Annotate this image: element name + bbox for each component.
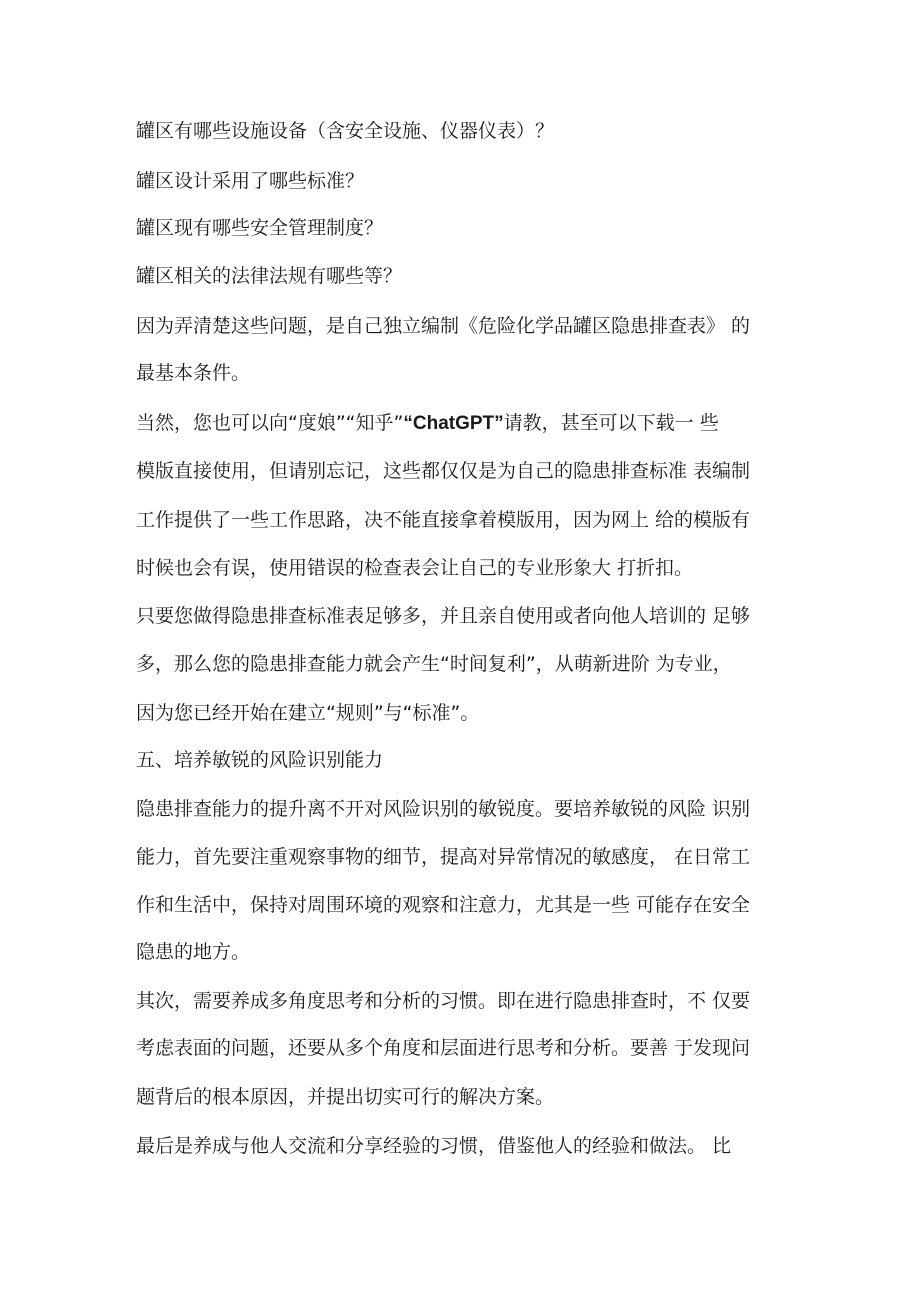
- line-text: 因为弄清楚这些问题，是自己独立编制《危险化学品罐区隐患排查表》 的: [136, 315, 751, 337]
- line-text: 多，那么您的隐患排查能力就会产生“时间复利”，从萌新进阶 为专业，: [136, 653, 732, 675]
- text-line: [136, 508, 750, 532]
- text-line: [136, 361, 250, 385]
- line-text: 能力，首先要注重观察事物的细节，提高对异常情况的敏感度， 在日常工: [136, 846, 751, 868]
- line-text: 最基本条件。: [136, 362, 251, 384]
- line-text: 其次，需要养成多角度思考和分析的习惯。即在进行隐患排查时，不 仅要: [136, 990, 751, 1012]
- text-line: [136, 1085, 554, 1109]
- text-line: [136, 604, 750, 628]
- line-text: 作和生活中，保持对周围环境的观察和注意力，尤其是一些 可能存在安全: [136, 894, 751, 916]
- text-line: [136, 893, 750, 917]
- line-text-prefix: 当然，您也可以向“度娘”“知乎”: [136, 412, 404, 434]
- text-line: [136, 264, 402, 288]
- text-line: [136, 556, 693, 580]
- text-line: [136, 314, 750, 338]
- line-text: 模版直接使用，但请别忘记，这些都仅仅是为自己的隐患排查标准 表编制: [136, 460, 751, 482]
- line-text: 题背后的根本原因，并提出切实可行的解决方案。: [136, 1086, 555, 1108]
- line-text: 罐区有哪些设施设备（含安全设施、仪器仪表）？: [136, 120, 555, 142]
- text-line: [136, 652, 732, 676]
- line-text-suffix: 请教，甚至可以下载一 些: [503, 412, 719, 434]
- text-line: [136, 169, 364, 193]
- text-line: [136, 411, 719, 436]
- line-text: 时候也会有误，使用错误的检查表会让自己的专业形象大 打折扣。: [136, 557, 694, 579]
- line-text: 罐区相关的法律法规有哪些等？: [136, 265, 403, 287]
- line-text: 隐患排查能力的提升离不开对风险识别的敏锐度。要培养敏锐的风险 识别: [136, 798, 751, 820]
- text-line: [136, 216, 383, 240]
- text-line: [136, 1134, 731, 1158]
- text-line: [136, 940, 250, 964]
- line-text: 考虑表面的问题，还要从多个角度和层面进行思考和分析。要善 于发现问: [136, 1037, 751, 1059]
- line-text: 只要您做得隐患排查标准表足够多，并且亲自使用或者向他人培训的 足够: [136, 605, 751, 627]
- line-text: 罐区设计采用了哪些标准？: [136, 170, 365, 192]
- text-line: [136, 119, 554, 143]
- text-line: [136, 797, 750, 821]
- line-text: 罐区现有哪些安全管理制度？: [136, 217, 384, 239]
- text-line: [136, 459, 750, 483]
- text-line: [136, 1036, 750, 1060]
- text-line: [136, 989, 750, 1013]
- text-line: [136, 701, 479, 725]
- line-text: 因为您已经开始在建立“规则”与“标准”。: [136, 702, 480, 724]
- text-line: [136, 845, 750, 869]
- line-text: 隐患的地方。: [136, 941, 251, 963]
- line-text: 最后是养成与他人交流和分享经验的习惯，借鉴他人的经验和做法。 比: [136, 1135, 732, 1157]
- line-text: 工作提供了一些工作思路，决不能直接拿着模版用，因为网上 给的模版有: [136, 509, 751, 531]
- chatgpt-bold-text: “ChatGPT”: [403, 413, 504, 434]
- heading-text: 五、培养敏锐的风险识别能力: [136, 749, 384, 771]
- section-heading: [136, 748, 383, 772]
